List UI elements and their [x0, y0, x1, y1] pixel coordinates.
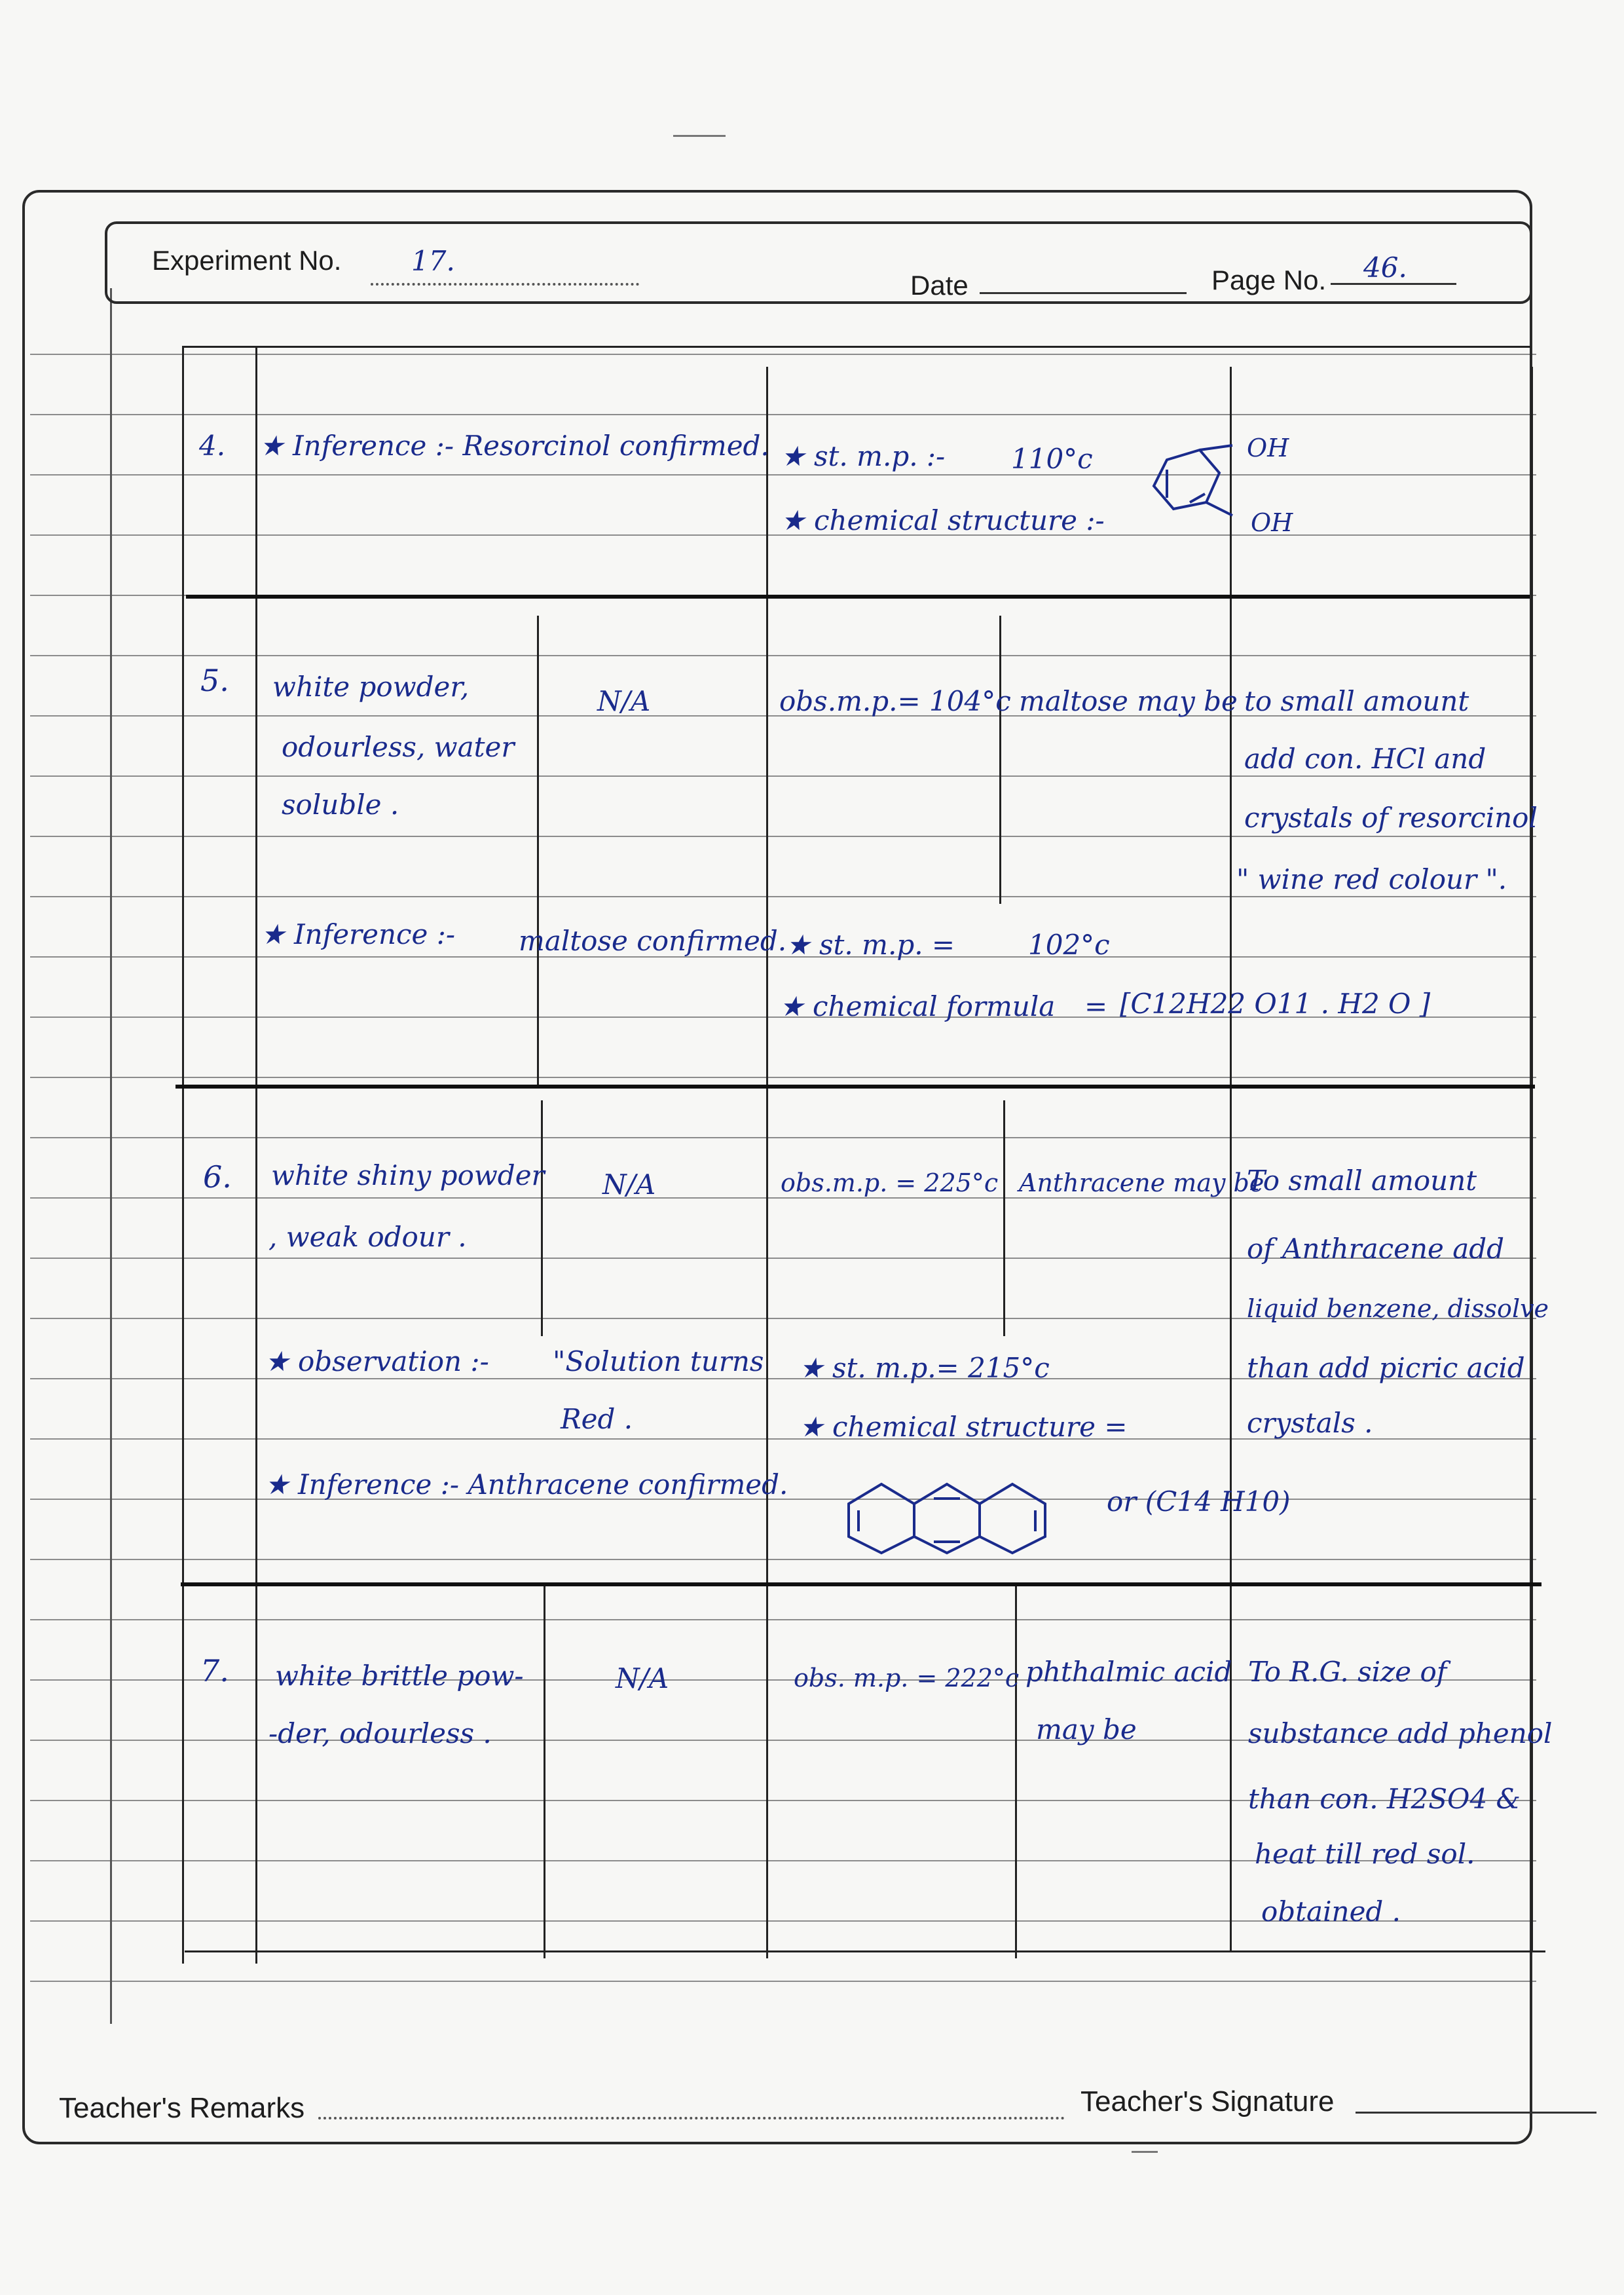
col-observation-divider: [766, 367, 768, 1958]
row6-test-line-5: crystals .: [1247, 1407, 1373, 1439]
row7-may-be-line-1: phthalmic acid: [1025, 1656, 1232, 1688]
row7-observation-line-1: white brittle pow-: [275, 1660, 524, 1692]
row6-obs-mp: obs.m.p. = 225°c: [781, 1168, 999, 1197]
teacher-remarks-fill-line: [318, 2117, 1065, 2119]
row5-test-line-4: " wine red colour ".: [1236, 863, 1507, 895]
row6-observation-line-1: white shiny powder: [271, 1159, 545, 1191]
row5-test-line-1: to small amount: [1244, 685, 1469, 717]
table-left-border: [182, 346, 184, 1964]
table-top-line: [182, 346, 1531, 348]
teacher-signature-label: Teacher's Signature: [1080, 2085, 1335, 2118]
row5-observation-line-1: white powder,: [272, 671, 470, 703]
row6-observation-value-2: Red .: [561, 1403, 633, 1435]
row5-test-line-3: crystals of resorcinol: [1244, 802, 1538, 834]
row6-structure-label: ★ chemical structure =: [799, 1411, 1128, 1443]
col-serial-divider: [255, 346, 257, 1964]
row6-observation-line-2: , weak odour .: [268, 1221, 467, 1253]
row6-observation-label: ★ observation :-: [265, 1345, 489, 1377]
row6-test-line-1: To small amount: [1247, 1165, 1477, 1197]
row4-oh-bottom: OH: [1251, 508, 1293, 537]
row7-test-line-5: obtained .: [1261, 1895, 1401, 1928]
table-right-border: [1531, 367, 1533, 1952]
col-na-divider-r7: [544, 1585, 545, 1958]
row7-test-line-3: than con. H2SO4 &: [1248, 1783, 1521, 1815]
page-bottom-mark: [1132, 2151, 1158, 2153]
row6-observation-value: "Solution turns: [553, 1345, 764, 1377]
col-na-divider-r5: [537, 616, 539, 1087]
col-mp-divider-r7: [1015, 1585, 1017, 1958]
row4-oh-top: OH: [1247, 434, 1289, 462]
row6-na: N/A: [602, 1168, 656, 1201]
row5-obs-mp: obs.m.p.= 104°c: [779, 685, 1011, 717]
row5-may-be: maltose may be: [1019, 685, 1238, 717]
row6-may-be: Anthracene may be: [1019, 1168, 1264, 1197]
experiment-fill-line: [371, 283, 639, 286]
row7-obs-mp: obs. m.p. = 222°c: [794, 1664, 1020, 1692]
page-label: Page No.: [1211, 265, 1327, 295]
row7-na: N/A: [616, 1662, 669, 1694]
experiment-label: Experiment No.: [152, 245, 342, 276]
row5-serial: 5.: [200, 663, 229, 698]
col-mp-divider-r5: [999, 616, 1001, 904]
col-test-divider: [1230, 367, 1232, 1952]
row7-serial: 7.: [200, 1653, 229, 1689]
col-na-divider-r6: [541, 1100, 543, 1336]
resorcinol-structure-icon: [1128, 440, 1259, 545]
row4-structure-label: ★ chemical structure :-: [781, 504, 1105, 536]
page-top-mark: [673, 135, 726, 137]
page-value: 46.: [1363, 252, 1407, 284]
row6-test-line-3: liquid benzene, dissolve: [1247, 1294, 1549, 1323]
date-label: Date: [910, 270, 969, 301]
row6-or-formula: or (C14 H10): [1107, 1485, 1291, 1518]
row5-na: N/A: [597, 685, 651, 717]
row5-test-line-2: add con. HCl and: [1244, 743, 1486, 775]
row6-test-line-2: of Anthracene add: [1247, 1233, 1505, 1265]
row5-formula-eq: =: [1084, 990, 1108, 1022]
row-separator-6-7: [181, 1582, 1541, 1586]
row7-test-line-2: substance add phenol: [1248, 1717, 1553, 1749]
row-separator-4-5: [186, 595, 1530, 599]
col-mp-divider-r6: [1003, 1100, 1005, 1336]
row6-inference: ★ Inference :- Anthracene confirmed.: [265, 1468, 788, 1501]
row5-inference-label: ★ Inference :-: [261, 918, 456, 950]
row5-formula-value: [C12H22 O11 . H2 O ]: [1120, 988, 1431, 1020]
row7-observation-line-2: -der, odourless .: [268, 1717, 492, 1749]
row-separator-5-6: [175, 1085, 1535, 1089]
anthracene-structure-icon: [836, 1465, 1098, 1569]
row7-test-line-1: To R.G. size of: [1248, 1656, 1447, 1688]
row4-st-mp-value: 110°c: [1011, 443, 1093, 475]
teacher-signature-fill-line: [1356, 2112, 1596, 2114]
row5-observation-line-2: odourless, water: [282, 731, 515, 763]
row6-test-line-4: than add picric acid: [1247, 1352, 1525, 1384]
row4-inference: ★ Inference :- Resorcinol confirmed.: [259, 430, 769, 462]
row5-formula-label: ★ chemical formula: [779, 990, 1056, 1022]
row5-st-mp-value: 102°c: [1028, 929, 1110, 961]
row4-serial: 4.: [199, 430, 226, 462]
row4-st-mp-label: ★ st. m.p. :-: [781, 440, 946, 472]
row7-may-be-line-2: may be: [1036, 1713, 1137, 1745]
teacher-remarks-label: Teacher's Remarks: [59, 2092, 305, 2124]
experiment-value: 17.: [411, 245, 455, 277]
row5-st-mp-label: ★ st. m.p. =: [786, 929, 955, 961]
row7-test-line-4: heat till red sol.: [1255, 1838, 1475, 1870]
row5-inference-value: maltose confirmed.: [519, 925, 787, 957]
row5-observation-line-3: soluble .: [282, 789, 399, 821]
row6-st-mp: ★ st. m.p.= 215°c: [799, 1352, 1050, 1384]
row6-serial: 6.: [203, 1159, 232, 1195]
table-bottom-line: [185, 1950, 1545, 1952]
date-fill-line: [980, 292, 1187, 294]
